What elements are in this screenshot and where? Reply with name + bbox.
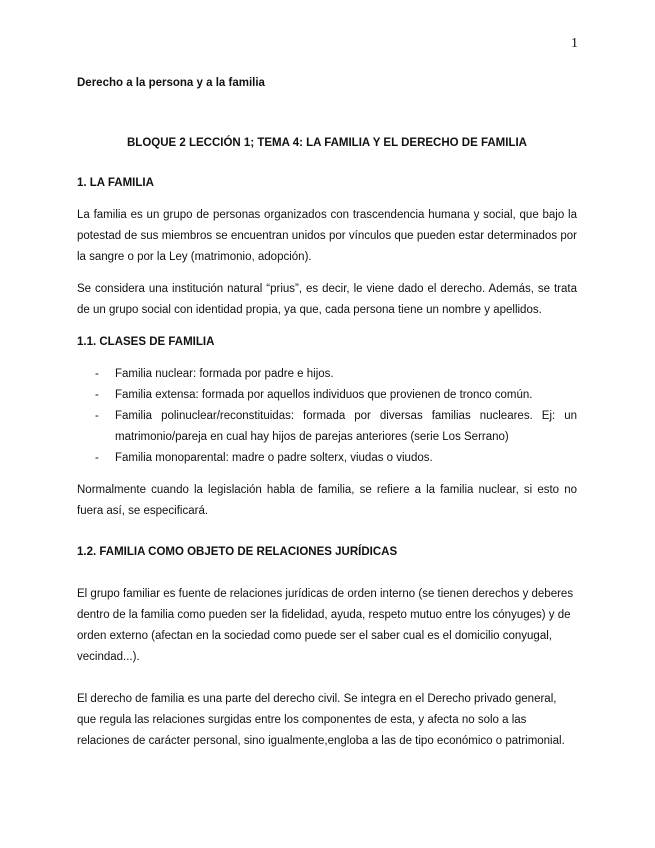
list-item-text: Familia polinuclear/reconstituidas: formada por diversas familias nucleares. Ej: un matrimonio/pareja en cual hay hijos de parejas anteriores (serie Los Serrano) — [115, 410, 577, 443]
list-bullet: - — [95, 389, 99, 401]
list-bullet: - — [95, 368, 99, 380]
list-item-text: Familia nuclear: formada por padre e hijos. — [115, 368, 334, 380]
list-item-text: Familia monoparental: madre o padre solterx, viudas o viudos. — [115, 452, 433, 464]
paragraph-legal-relations: El grupo familiar es fuente de relaciones jurídicas de orden interno (se tienen derechos y deberes dentro de la familia como pueden ser la fidelidad, ayuda, respeto mutuo entre los cónyuges) y de orden externo (afectan en la sociedad como puede ser el saber cual es el domicilio conyugal, vecindad...). — [77, 588, 574, 663]
list-item — [77, 448, 577, 469]
section-heading-la-familia: 1. LA FAMILIA — [77, 177, 154, 189]
list-item — [77, 406, 577, 448]
list-bullet: - — [95, 452, 99, 464]
paragraph-family-law: El derecho de familia es una parte del derecho civil. Se integra en el Derecho privado general, que regula las relaciones surgidas entre los componentes de esta, y afecta no solo a las relaciones de carácter personal, sino igualmente,engloba a las de tipo económico o patrimonial. — [77, 693, 565, 747]
paragraph-nuclear-family-note: Normalmente cuando la legislación habla de familia, se refiere a la familia nuclear, si esto no fuera así, se especificará. — [77, 484, 577, 517]
list-item — [77, 385, 577, 406]
paragraph-family-definition: La familia es un grupo de personas organizados con trascendencia humana y social, que bajo la potestad de sus miembros se encuentran unidos por vínculos que pueden estar determinados por la sangre o por la Ley (matrimonio, adopción). — [77, 209, 577, 263]
section-heading-relaciones-juridicas: 1.2. FAMILIA COMO OBJETO DE RELACIONES JURÍDICAS — [77, 546, 398, 558]
section-heading-clases-de-familia: 1.1. CLASES DE FAMILIA — [77, 336, 215, 348]
block-title: BLOQUE 2 LECCIÓN 1; TEMA 4: LA FAMILIA Y EL DERECHO DE FAMILIA — [127, 137, 527, 149]
list-item — [77, 364, 577, 385]
list-item-text: Familia extensa: formada por aquellos individuos que provienen de tronco común. — [115, 389, 533, 401]
paragraph-natural-institution: Se considera una institución natural “prius”, es decir, le viene dado el derecho. Además, se trata de un grupo social con identidad propia, ya que, cada persona tiene un nombre y apellidos. — [77, 283, 577, 316]
family-types-list — [77, 364, 577, 469]
page-number: 1 — [571, 36, 578, 51]
document-title: Derecho a la persona y a la familia — [77, 77, 265, 89]
list-bullet: - — [95, 410, 99, 422]
